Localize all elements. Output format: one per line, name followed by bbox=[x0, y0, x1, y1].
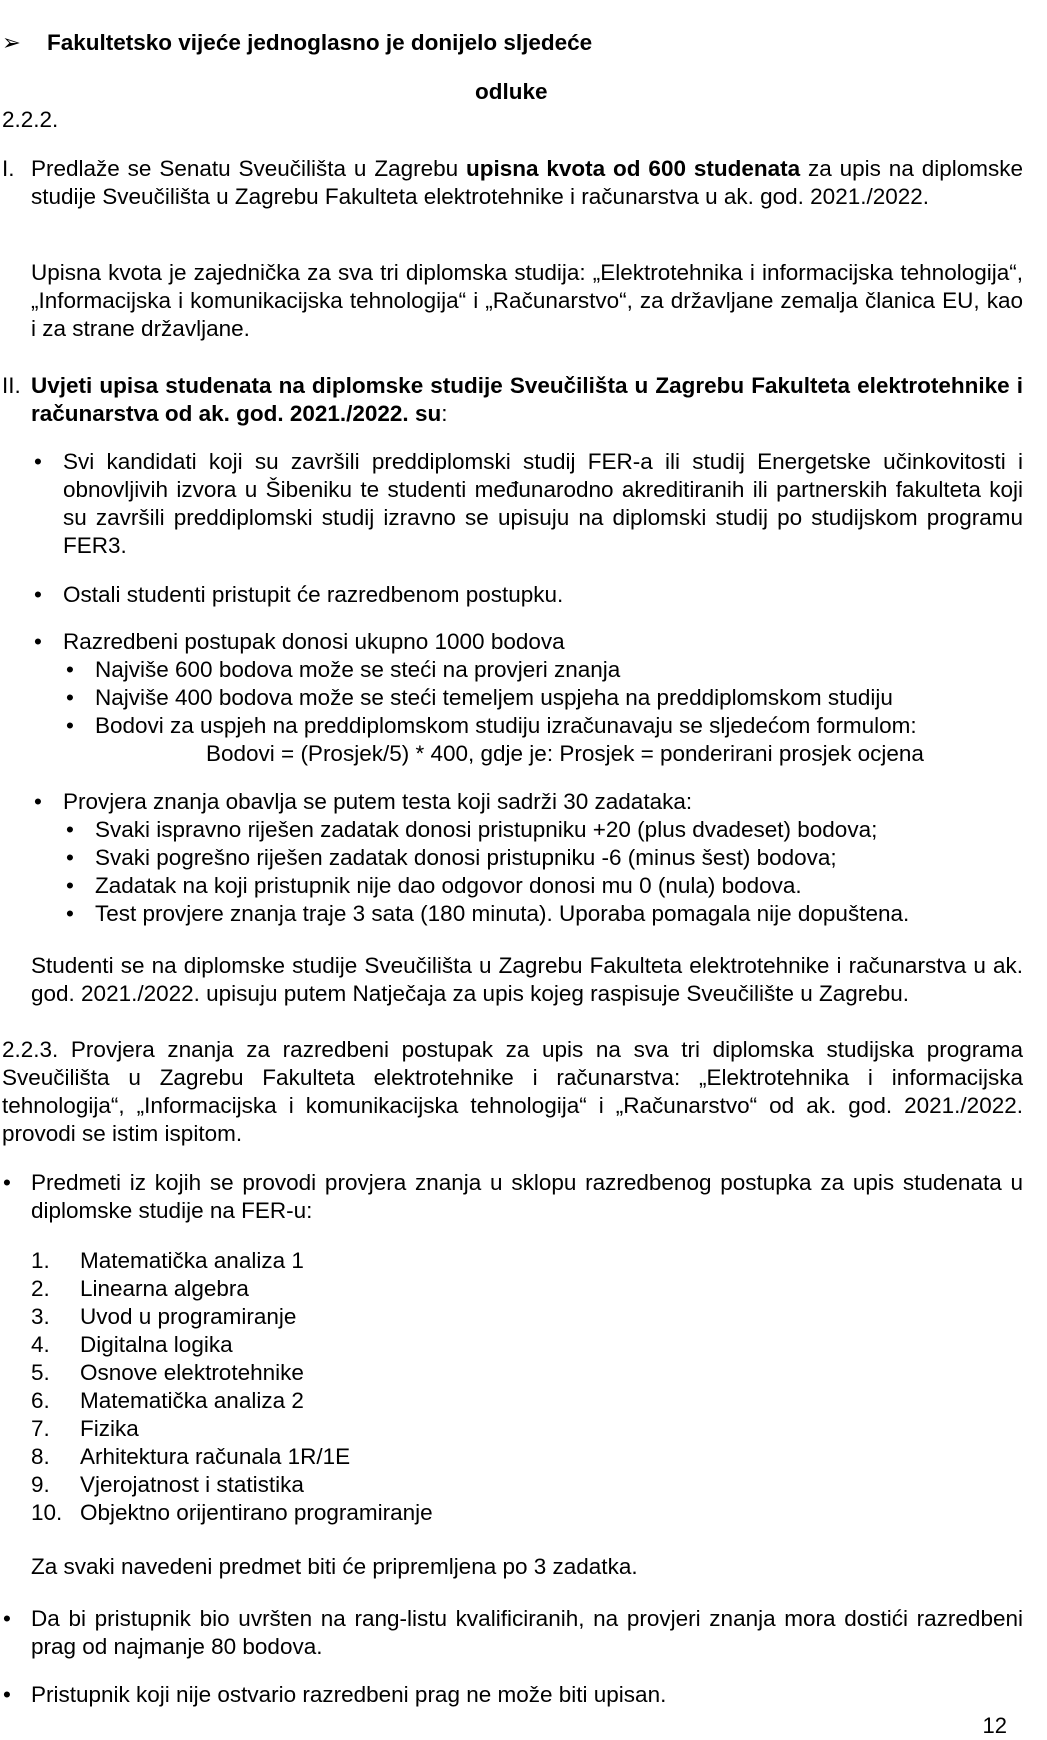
bullet-icon: • bbox=[34, 789, 42, 814]
subject-name: Matematička analiza 1 bbox=[80, 1248, 304, 1273]
subject-number: 9. bbox=[31, 1472, 50, 1497]
subject-number: 1. bbox=[31, 1248, 50, 1273]
not-enrolled-rule: Pristupnik koji nije ostvario razredbeni prag ne može biti upisan. bbox=[31, 1682, 667, 1707]
sub-bullet-item: Test provjere znanja traje 3 sata (180 minuta). Uporaba pomagala nije dopuštena. bbox=[95, 901, 910, 926]
sub-bullet-icon: • bbox=[66, 845, 74, 870]
subject-number: 10. bbox=[31, 1500, 63, 1525]
decision-1-text-post: za upis na diplomske studije Sveučilišta u Zagrebu Fakulteta elektrotehnike i računarstva u ak. god. 2021./2022. bbox=[31, 156, 1023, 209]
page-number: 12 bbox=[982, 1713, 1007, 1738]
subject-number: 5. bbox=[31, 1360, 50, 1385]
sub-bullet-icon: • bbox=[66, 657, 74, 682]
bullet-icon: • bbox=[34, 449, 42, 474]
decision-2-heading-colon: : bbox=[441, 401, 448, 426]
bullet-icon: • bbox=[34, 629, 42, 654]
subject-name: Linearna algebra bbox=[80, 1276, 249, 1301]
sub-bullet-icon: • bbox=[66, 901, 74, 926]
decision-1-quota-note: Upisna kvota je zajednička za sva tri diplomska studija: „Elektrotehnika i informacijska tehnologija“, „Informacijska i komunikacijska tehnologija“ i „Računarstvo“, za državljane zemalja članica EU, kao i za strane državljane. bbox=[31, 260, 1023, 341]
heading-title: Fakultetsko vijeće jednoglasno je donijelo sljedeće bbox=[47, 30, 593, 55]
subject-number: 2. bbox=[31, 1276, 50, 1301]
arrow-bullet-icon: ➢ bbox=[2, 30, 21, 55]
sub-bullet-item: Najviše 400 bodova može se steći temeljem uspjeha na preddiplomskom studiju bbox=[95, 685, 893, 710]
bullet-other-students: Ostali studenti pristupit će razredbenom postupku. bbox=[63, 582, 564, 607]
subject-name: Fizika bbox=[80, 1416, 139, 1441]
decision-1-text-pre: Predlaže se Senatu Sveučilišta u Zagrebu bbox=[31, 156, 467, 181]
sub-bullet-icon: • bbox=[66, 713, 74, 738]
bullet-test: Provjera znanja obavlja se putem testa koji sadrži 30 zadataka: bbox=[63, 789, 693, 814]
subject-name: Vjerojatnost i statistika bbox=[80, 1472, 304, 1497]
sub-bullet-item: Bodovi za uspjeh na preddiplomskom studiju izračunavaju se sljedećom formulom: bbox=[95, 713, 917, 738]
subject-name: Osnove elektrotehnike bbox=[80, 1360, 304, 1385]
tasks-per-subject: Za svaki navedeni predmet biti će pripremljena po 3 zadatka. bbox=[31, 1554, 638, 1579]
subject-name: Objektno orijentirano programiranje bbox=[80, 1500, 433, 1525]
decision-1-quota: upisna kvota od 600 studenata bbox=[466, 156, 801, 181]
points-formula: Bodovi = (Prosjek/5) * 400, gdje je: Prosjek = ponderirani prosjek ocjena bbox=[206, 741, 924, 766]
bullet-icon: • bbox=[3, 1682, 11, 1707]
subject-number: 3. bbox=[31, 1304, 50, 1329]
threshold-rule: Da bi pristupnik bio uvršten na rang-listu kvalificiranih, na provjeri znanja mora dostići razredbeni prag od najmanje 80 bodova. bbox=[31, 1606, 1023, 1659]
section-223-paragraph: 2.2.3. Provjera znanja za razredbeni postupak za upis na sva tri diplomska studijska programa Sveučilišta u Zagrebu Fakulteta elektrotehnike i računarstva: „Elektrotehnika i informacijska tehnologija“, „Informacijska i komunikacijska tehnologija“ i „Računarstvo“ od ak. god. 2021./2022. provodi se istim ispitom. bbox=[2, 1037, 1023, 1146]
subjects-intro: Predmeti iz kojih se provodi provjera znanja u sklopu razredbenog postupka za upis studenata u diplomske studije na FER-u: bbox=[31, 1170, 1023, 1223]
decision-1-paragraph bbox=[31, 155, 1023, 211]
subject-name: Uvod u programiranje bbox=[80, 1304, 297, 1329]
section-number: 2.2.2. bbox=[2, 107, 59, 132]
bullet-total-points: Razredbeni postupak donosi ukupno 1000 bodova bbox=[63, 629, 565, 654]
subject-number: 7. bbox=[31, 1416, 50, 1441]
heading-subtitle: odluke bbox=[475, 79, 548, 104]
decision-2-heading-text: Uvjeti upisa studenata na diplomske studije Sveučilišta u Zagrebu Fakulteta elektrotehnike i računarstva od ak. god. 2021./2022. su bbox=[31, 373, 1023, 426]
subject-name: Matematička analiza 2 bbox=[80, 1388, 304, 1413]
sub-bullet-item: Najviše 600 bodova može se steći na provjeri znanja bbox=[95, 657, 621, 682]
decision-2-heading bbox=[31, 372, 1023, 428]
decision-2-marker: II. bbox=[2, 373, 21, 398]
bullet-icon: • bbox=[34, 582, 42, 607]
subject-number: 4. bbox=[31, 1332, 50, 1357]
decision-1-marker: I. bbox=[2, 156, 15, 181]
sub-bullet-icon: • bbox=[66, 873, 74, 898]
subject-number: 8. bbox=[31, 1444, 50, 1469]
subject-number: 6. bbox=[31, 1388, 50, 1413]
sub-bullet-item: Svaki pogrešno riješen zadatak donosi pristupniku -6 (minus šest) bodova; bbox=[95, 845, 837, 870]
sub-bullet-item: Zadatak na koji pristupnik nije dao odgovor donosi mu 0 (nula) bodova. bbox=[95, 873, 802, 898]
subject-name: Digitalna logika bbox=[80, 1332, 233, 1357]
bullet-direct-enrolment: Svi kandidati koji su završili preddiplomski studij FER-a ili studij Energetske učinkovitosti i obnovljivih izvora u Šibeniku te studenti međunarodno akreditiranih ili partnerskih fakulteta koji su završili preddiplomski studij izravno se upisuju na diplomski studij po studijskom programu FER3. bbox=[63, 449, 1023, 558]
subject-name: Arhitektura računala 1R/1E bbox=[80, 1444, 351, 1469]
bullet-icon: • bbox=[3, 1606, 11, 1631]
bullet-icon: • bbox=[3, 1170, 11, 1195]
enrolment-note: Studenti se na diplomske studije Sveučilišta u Zagrebu Fakulteta elektrotehnike i računarstva u ak. god. 2021./2022. upisuju putem Natječaja za upis kojeg raspisuje Sveučilište u Zagrebu. bbox=[31, 953, 1023, 1006]
sub-bullet-item: Svaki ispravno riješen zadatak donosi pristupniku +20 (plus dvadeset) bodova; bbox=[95, 817, 878, 842]
sub-bullet-icon: • bbox=[66, 817, 74, 842]
sub-bullet-icon: • bbox=[66, 685, 74, 710]
